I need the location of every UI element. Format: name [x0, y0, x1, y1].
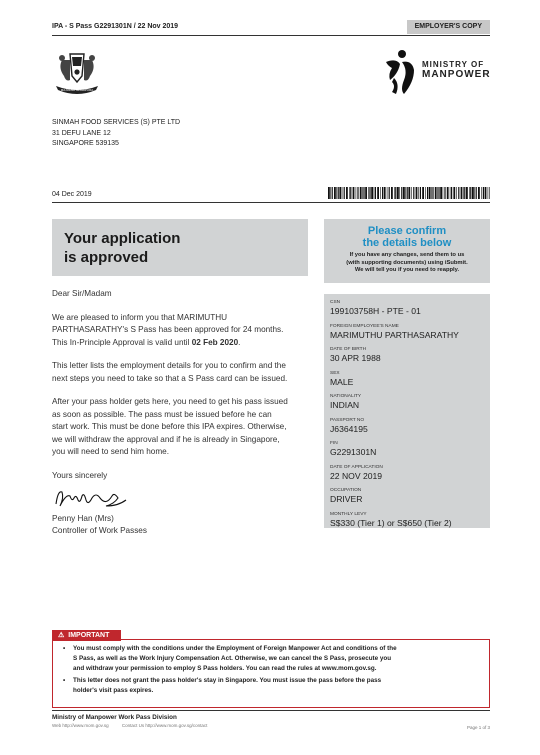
- detail-value: G2291301N: [330, 447, 377, 457]
- p3-line3: start work. This must be done before this IPA expires. Otherwise,: [52, 422, 287, 431]
- mom-logo-line1: MINISTRY OF: [422, 60, 485, 69]
- p2-line2: next steps you need to take so that a S Pass card can be issued.: [52, 373, 288, 383]
- important-item-compliance: [63, 644, 483, 673]
- detail-value: MALE: [330, 376, 354, 387]
- footer-division: Ministry of Manpower Work Pass Division: [52, 714, 177, 721]
- document-footer: [52, 710, 490, 728]
- employer-name: SINMAH FOOD SERVICES (S) PTE LTD: [52, 119, 181, 126]
- detail-label: FIN: [330, 441, 338, 446]
- employment-details-panel: [324, 294, 490, 528]
- mom-logo: [380, 48, 490, 98]
- important-item1-line3: and withdraw your permission to employ S Pass holders. You can read the rules at www.mom.gov.sg.: [73, 664, 377, 672]
- mom-logo-line2: MANPOWER: [422, 69, 491, 80]
- important-item1-line2: S Pass, as well as the Work Injury Compensation Act. Otherwise, we can cancel the S Pass, prosecute you: [73, 654, 392, 662]
- detail-value: DRIVER: [330, 494, 363, 504]
- detail-value: MARIMUTHU PARTHASARATHY: [330, 329, 459, 340]
- important-item-visit-pass: [63, 676, 483, 696]
- detail-field: [330, 323, 484, 347]
- paragraph-next-steps: [52, 396, 316, 459]
- svg-text:MAJULAH SINGAPURA: MAJULAH SINGAPURA: [60, 88, 94, 92]
- singapore-coat-of-arms-icon: [52, 46, 102, 96]
- detail-field: [330, 346, 484, 370]
- employer-address-line2: SINGAPORE 539135: [52, 140, 119, 147]
- closing: Yours sincerely: [52, 470, 108, 480]
- detail-label: DATE OF APPLICATION: [330, 464, 383, 470]
- signer-block: [52, 513, 147, 537]
- letter-date: 04 Dec 2019: [52, 191, 92, 198]
- detail-label: FOREIGN EMPLOYEE'S NAME: [330, 323, 399, 329]
- approval-title-line1: Your application: [64, 230, 181, 247]
- employer-address: [52, 118, 180, 150]
- detail-value: 199103758H - PTE - 01: [330, 306, 421, 316]
- p3-line5: you will need to send him home.: [52, 447, 169, 456]
- document-header: [52, 20, 490, 36]
- p3-line4: we will withdraw the approval and if he is already in Singapore,: [52, 434, 280, 444]
- detail-value: J6364195: [330, 423, 368, 434]
- important-notice: [52, 632, 490, 708]
- detail-field: [330, 487, 484, 511]
- footer-web-link[interactable]: Web http://www.mom.gov.sg: [52, 723, 109, 728]
- confirm-details-box: [324, 219, 490, 283]
- detail-label: CSN: [330, 300, 341, 305]
- p1-line1: We are pleased to inform you that MARIMUTHU: [52, 312, 228, 322]
- signer-name: Penny Han (Mrs): [52, 514, 114, 523]
- barcode-icon: [328, 187, 490, 199]
- detail-value: 22 NOV 2019: [330, 470, 383, 481]
- approval-title-line2: is approved: [64, 249, 149, 266]
- important-item2-line2: holder's visit pass expires.: [73, 687, 154, 695]
- confirm-title-line2: the details below: [362, 237, 452, 249]
- footer-contact-link[interactable]: Contact Us http://www.mom.gov.sg/contact: [121, 723, 208, 728]
- p3-line1: After your pass holder gets here, you need to get his pass issued: [52, 397, 288, 406]
- detail-field: [330, 511, 484, 535]
- salutation: Dear Sir/Madam: [52, 289, 112, 298]
- validity-date: 02 Feb 2020: [191, 337, 239, 347]
- paragraph-approval: [52, 312, 316, 350]
- pass-reference: IPA - S Pass G2291301N / 22 Nov 2019: [52, 23, 179, 30]
- p1-line2: PARTHASARATHY's S Pass has been approved for 24 months.: [52, 325, 284, 334]
- detail-label: OCCUPATION: [330, 488, 362, 493]
- p2-line1: This letter lists the employment details for you to confirm and the: [52, 361, 286, 370]
- confirm-title-line1: Please confirm: [367, 225, 447, 237]
- approval-banner: [52, 219, 308, 276]
- mom-emblem-icon: [380, 48, 420, 98]
- detail-value: S$330 (Tier 1) or S$650 (Tier 2): [330, 517, 452, 528]
- detail-label: SEX: [330, 370, 340, 376]
- copy-badge: EMPLOYER'S COPY: [407, 20, 490, 34]
- detail-label: MONTHLY LEVY: [330, 511, 367, 517]
- detail-field: [330, 370, 484, 394]
- paragraph-details: [52, 360, 316, 385]
- important-item1-line1: • You must comply with the conditions under the Employment of Foreign Manpower Act and conditions of the: [73, 645, 397, 652]
- detail-label: DATE OF BIRTH: [330, 347, 367, 352]
- confirm-note-line1: If you have any changes, send them to us: [349, 252, 465, 258]
- p1-line3: [52, 337, 316, 350]
- signer-title: Controller of Work Passes: [52, 526, 147, 535]
- detail-value: 30 APR 1988: [330, 353, 381, 363]
- confirm-note-line3: We will tell you if you need to reapply.: [354, 267, 460, 273]
- important-tag: [52, 630, 121, 641]
- detail-field: [330, 440, 484, 464]
- detail-label: NATIONALITY: [330, 394, 362, 399]
- important-tag-label: IMPORTANT: [68, 632, 110, 639]
- p3-line2: as soon as possible. The pass must be issued before he can: [52, 409, 272, 419]
- detail-field: [330, 417, 484, 441]
- detail-label: PASSPORT NO: [330, 417, 365, 423]
- p1-line3-text: This In-Principle Approval is valid until: [52, 337, 192, 347]
- header-divider: [52, 202, 490, 203]
- employer-address-line1: 31 DEFU LANE 12: [52, 129, 111, 137]
- warning-icon: ⚠: [58, 632, 65, 639]
- detail-field: [330, 299, 484, 323]
- page-number: Page 1 of 3: [466, 725, 490, 730]
- letter-body: [52, 288, 316, 482]
- detail-value: INDIAN: [330, 400, 360, 410]
- detail-field: [330, 464, 484, 488]
- important-item2-line1: • This letter does not grant the pass holder's stay in Singapore. You must issue the pass before the pass: [73, 677, 382, 685]
- confirm-note-line2: (with supporting documents) using iSubmit.: [346, 259, 468, 266]
- detail-field: [330, 393, 484, 417]
- signature-icon: [52, 484, 132, 512]
- p1-line3-end: .: [238, 337, 241, 347]
